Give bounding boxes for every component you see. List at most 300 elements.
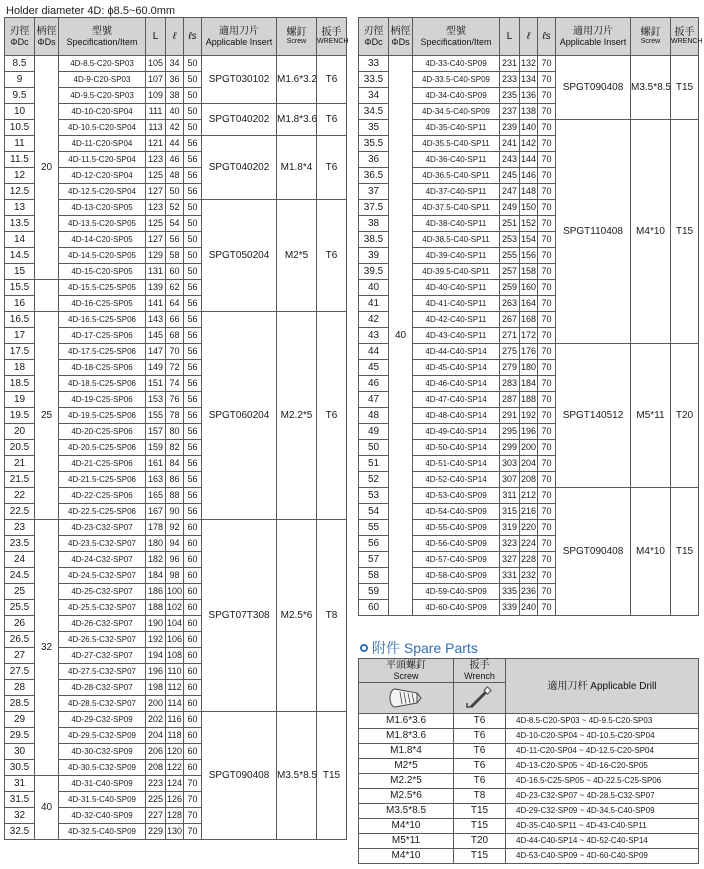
cell-spare-wrench: T6 xyxy=(454,744,506,759)
cell-lc: 74 xyxy=(166,376,184,392)
header-insert: 適用刀片 Applicable Insert xyxy=(556,18,631,56)
cell-l: 127 xyxy=(146,232,166,248)
cell-screw: M3.5*8.5 xyxy=(277,712,317,840)
cell-lc: 96 xyxy=(166,552,184,568)
cell-lc: 116 xyxy=(166,712,184,728)
cell-lc: 212 xyxy=(520,488,538,504)
cell-ls: 70 xyxy=(538,376,556,392)
cell-spec: 4D-49-C40-SP14 xyxy=(413,424,500,440)
cell-spec: 4D-48-C40-SP14 xyxy=(413,408,500,424)
cell-spec: 4D-28.5-C32-SP07 xyxy=(59,696,146,712)
cell-ls: 56 xyxy=(184,312,202,328)
cell-ls: 70 xyxy=(538,520,556,536)
cell-ls: 70 xyxy=(538,56,556,72)
cell-ls: 70 xyxy=(538,392,556,408)
cell-lc: 70 xyxy=(166,344,184,360)
cell-lc: 120 xyxy=(166,744,184,760)
cell-dc: 56 xyxy=(359,536,389,552)
cell-dc: 30 xyxy=(5,744,35,760)
cell-dc: 13 xyxy=(5,200,35,216)
cell-dc: 37 xyxy=(359,184,389,200)
cell-ls: 56 xyxy=(184,408,202,424)
cell-ls: 60 xyxy=(184,712,202,728)
cell-lc: 128 xyxy=(166,808,184,824)
cell-dc: 41 xyxy=(359,296,389,312)
cell-lc: 228 xyxy=(520,552,538,568)
cell-spec: 4D-45-C40-SP14 xyxy=(413,360,500,376)
cell-lc: 50 xyxy=(166,184,184,200)
cell-spec: 4D-23-C32-SP07 xyxy=(59,520,146,536)
cell-spec: 4D-37-C40-SP11 xyxy=(413,184,500,200)
cell-lc: 188 xyxy=(520,392,538,408)
cell-lc: 80 xyxy=(166,424,184,440)
cell-l: 295 xyxy=(500,424,520,440)
cell-ls: 50 xyxy=(184,216,202,232)
cell-lc: 72 xyxy=(166,360,184,376)
cell-dc: 33 xyxy=(359,56,389,72)
cell-dc: 60 xyxy=(359,600,389,616)
cell-ls: 60 xyxy=(184,616,202,632)
cell-dc: 24 xyxy=(5,552,35,568)
spare-parts-table xyxy=(358,658,699,864)
cell-l: 291 xyxy=(500,408,520,424)
cell-spec: 4D-36.5-C40-SP11 xyxy=(413,168,500,184)
cell-ls: 70 xyxy=(538,216,556,232)
cell-dc: 27 xyxy=(5,648,35,664)
cell-lc: 104 xyxy=(166,616,184,632)
cell-dc: 35 xyxy=(359,120,389,136)
cell-dc: 48 xyxy=(359,408,389,424)
cell-dc: 20.5 xyxy=(5,440,35,456)
cell-lc: 130 xyxy=(166,824,184,840)
cell-lc: 124 xyxy=(166,776,184,792)
header-wrench: 扳手 WRENCH xyxy=(317,18,347,56)
cell-l: 231 xyxy=(500,56,520,72)
cell-spare-wrench: T15 xyxy=(454,819,506,834)
cell-spec: 4D-10-C20-SP04 xyxy=(59,104,146,120)
cell-spec: 4D-52-C40-SP14 xyxy=(413,472,500,488)
header-wrench: 扳手 WRENCH xyxy=(671,18,699,56)
cell-dc: 21.5 xyxy=(5,472,35,488)
cell-dc: 39 xyxy=(359,248,389,264)
cell-dc: 10 xyxy=(5,104,35,120)
table-row xyxy=(5,520,347,536)
cell-ls: 70 xyxy=(184,792,202,808)
cell-l: 165 xyxy=(146,488,166,504)
cell-spec: 4D-12-C20-SP04 xyxy=(59,168,146,184)
cell-l: 186 xyxy=(146,584,166,600)
cell-spec: 4D-38-C40-SP11 xyxy=(413,216,500,232)
cell-lc: 240 xyxy=(520,600,538,616)
cell-dc: 45 xyxy=(359,360,389,376)
cell-ls: 70 xyxy=(538,472,556,488)
cell-wrench: T15 xyxy=(671,56,699,120)
cell-spec: 4D-8.5-C20-SP03 xyxy=(59,56,146,72)
cell-spec: 4D-42-C40-SP11 xyxy=(413,312,500,328)
cell-l: 225 xyxy=(146,792,166,808)
header-spec: 型號 Specification/Item xyxy=(59,18,146,56)
cell-spec: 4D-27-C32-SP07 xyxy=(59,648,146,664)
cell-ls: 56 xyxy=(184,504,202,520)
cell-ls: 60 xyxy=(184,680,202,696)
cell-ls: 60 xyxy=(184,760,202,776)
cell-ls: 50 xyxy=(184,264,202,280)
cell-ls: 60 xyxy=(184,696,202,712)
cell-lc: 110 xyxy=(166,664,184,680)
table-row xyxy=(5,56,347,72)
cell-lc: 156 xyxy=(520,248,538,264)
cell-dc: 37.5 xyxy=(359,200,389,216)
cell-ls: 70 xyxy=(538,312,556,328)
page-title: Holder diameter 4D: ϕ8.5~60.0mm xyxy=(6,5,176,17)
cell-l: 194 xyxy=(146,648,166,664)
cell-spare-drill: 4D-10-C20-SP04 ~ 4D-10.5-C20-SP04 xyxy=(506,729,699,744)
cell-dc: 46 xyxy=(359,376,389,392)
cell-spare-wrench: T8 xyxy=(454,789,506,804)
cell-spec: 4D-10.5-C20-SP04 xyxy=(59,120,146,136)
cell-dc: 38.5 xyxy=(359,232,389,248)
circle-bullet-icon xyxy=(360,644,368,652)
cell-lc: 236 xyxy=(520,584,538,600)
cell-dc: 19 xyxy=(5,392,35,408)
cell-lc: 180 xyxy=(520,360,538,376)
cell-ds: 20 xyxy=(35,56,59,280)
cell-l: 245 xyxy=(500,168,520,184)
cell-l: 178 xyxy=(146,520,166,536)
cell-l: 243 xyxy=(500,152,520,168)
cell-spare-wrench: T6 xyxy=(454,759,506,774)
cell-lc: 200 xyxy=(520,440,538,456)
cell-dc: 8.5 xyxy=(5,56,35,72)
cell-spec: 4D-59-C40-SP09 xyxy=(413,584,500,600)
cell-spec: 4D-11-C20-SP04 xyxy=(59,136,146,152)
cell-dc: 53 xyxy=(359,488,389,504)
cell-spare-screw: M2.5*6 xyxy=(359,789,454,804)
cell-lc: 88 xyxy=(166,488,184,504)
cell-l: 339 xyxy=(500,600,520,616)
cell-lc: 48 xyxy=(166,168,184,184)
cell-dc: 31.5 xyxy=(5,792,35,808)
cell-spec: 4D-56-C40-SP09 xyxy=(413,536,500,552)
cell-l: 259 xyxy=(500,280,520,296)
cell-spec: 4D-17-C25-SP06 xyxy=(59,328,146,344)
cell-spare-screw: M2.2*5 xyxy=(359,774,454,789)
cell-l: 167 xyxy=(146,504,166,520)
cell-lc: 76 xyxy=(166,392,184,408)
cell-spec: 4D-27.5-C32-SP07 xyxy=(59,664,146,680)
cell-dc: 16.5 xyxy=(5,312,35,328)
cell-ls: 56 xyxy=(184,296,202,312)
cell-lc: 36 xyxy=(166,72,184,88)
cell-l: 127 xyxy=(146,184,166,200)
cell-wrench: T6 xyxy=(317,104,347,136)
cell-lc: 126 xyxy=(166,792,184,808)
cell-ls: 50 xyxy=(184,72,202,88)
cell-lc: 172 xyxy=(520,328,538,344)
cell-ls: 70 xyxy=(184,776,202,792)
cell-dc: 22.5 xyxy=(5,504,35,520)
cell-insert: SPGT090408 xyxy=(556,56,631,120)
cell-ds: 32 xyxy=(35,520,59,776)
cell-spec: 4D-12.5-C20-SP04 xyxy=(59,184,146,200)
cell-ls: 60 xyxy=(184,600,202,616)
cell-wrench: T20 xyxy=(671,344,699,488)
cell-lc: 100 xyxy=(166,584,184,600)
cell-l: 155 xyxy=(146,408,166,424)
cell-dc: 10.5 xyxy=(5,120,35,136)
cell-insert: SPGT040202 xyxy=(202,104,277,136)
cell-ls: 50 xyxy=(184,248,202,264)
cell-l: 241 xyxy=(500,136,520,152)
cell-dc: 52 xyxy=(359,472,389,488)
cell-dc: 55 xyxy=(359,520,389,536)
spare-row xyxy=(359,744,699,759)
cell-dc: 14.5 xyxy=(5,248,35,264)
cell-dc: 31 xyxy=(5,776,35,792)
cell-l: 147 xyxy=(146,344,166,360)
cell-spec: 4D-21.5-C25-SP06 xyxy=(59,472,146,488)
cell-spare-wrench: T6 xyxy=(454,729,506,744)
cell-dc: 38 xyxy=(359,216,389,232)
cell-spec: 4D-26-C32-SP07 xyxy=(59,616,146,632)
cell-l: 184 xyxy=(146,568,166,584)
cell-l: 145 xyxy=(146,328,166,344)
cell-l: 303 xyxy=(500,456,520,472)
cell-l: 251 xyxy=(500,216,520,232)
cell-l: 159 xyxy=(146,440,166,456)
cell-dc: 17 xyxy=(5,328,35,344)
cell-screw: M4*10 xyxy=(631,120,671,344)
cell-l: 279 xyxy=(500,360,520,376)
cell-spec: 4D-22.5-C25-SP06 xyxy=(59,504,146,520)
cell-spec: 4D-23.5-C32-SP07 xyxy=(59,536,146,552)
cell-dc: 26.5 xyxy=(5,632,35,648)
cell-dc: 24.5 xyxy=(5,568,35,584)
spare-row xyxy=(359,774,699,789)
cell-dc: 12.5 xyxy=(5,184,35,200)
spare-row xyxy=(359,804,699,819)
cell-l: 182 xyxy=(146,552,166,568)
cell-l: 192 xyxy=(146,632,166,648)
cell-ls: 56 xyxy=(184,376,202,392)
cell-screw: M5*11 xyxy=(631,344,671,488)
cell-ls: 56 xyxy=(184,440,202,456)
cell-ls: 56 xyxy=(184,280,202,296)
cell-spec: 4D-24-C32-SP07 xyxy=(59,552,146,568)
cell-wrench: T8 xyxy=(317,520,347,712)
cell-dc: 11.5 xyxy=(5,152,35,168)
cell-spec: 4D-17.5-C25-SP06 xyxy=(59,344,146,360)
cell-dc: 32 xyxy=(5,808,35,824)
cell-insert: SPGT090408 xyxy=(202,712,277,840)
cell-ls: 70 xyxy=(538,184,556,200)
cell-ls: 70 xyxy=(538,488,556,504)
wrench-icon-cell xyxy=(454,683,506,714)
spec-table-right xyxy=(358,17,703,616)
cell-ls: 70 xyxy=(538,360,556,376)
cell-lc: 208 xyxy=(520,472,538,488)
cell-spec: 4D-9-C20-SP03 xyxy=(59,72,146,88)
cell-dc: 29.5 xyxy=(5,728,35,744)
cell-dc: 16 xyxy=(5,296,35,312)
cell-l: 223 xyxy=(146,776,166,792)
header-dc: 刃徑 ΦDc xyxy=(5,18,35,56)
cell-l: 331 xyxy=(500,568,520,584)
cell-ls: 70 xyxy=(538,232,556,248)
cell-ls: 56 xyxy=(184,456,202,472)
cell-l: 188 xyxy=(146,600,166,616)
cell-spec: 4D-39.5-C40-SP11 xyxy=(413,264,500,280)
cell-l: 129 xyxy=(146,248,166,264)
header-ls: ℓs xyxy=(184,18,202,56)
cell-ls: 70 xyxy=(538,280,556,296)
cell-spec: 4D-29.5-C32-SP09 xyxy=(59,728,146,744)
cell-l: 255 xyxy=(500,248,520,264)
cell-spec: 4D-20-C25-SP06 xyxy=(59,424,146,440)
cell-l: 299 xyxy=(500,440,520,456)
cell-lc: 160 xyxy=(520,280,538,296)
cell-spec: 4D-39-C40-SP11 xyxy=(413,248,500,264)
cell-ls: 50 xyxy=(184,56,202,72)
cell-insert: SPGT140512 xyxy=(556,344,631,488)
header-spec: 型號 Specification/Item xyxy=(413,18,500,56)
cell-lc: 176 xyxy=(520,344,538,360)
cell-spec: 4D-33-C40-SP09 xyxy=(413,56,500,72)
cell-spec: 4D-9.5-C20-SP03 xyxy=(59,88,146,104)
cell-lc: 58 xyxy=(166,248,184,264)
cell-wrench: T15 xyxy=(317,712,347,840)
cell-dc: 25.5 xyxy=(5,600,35,616)
cell-dc: 21 xyxy=(5,456,35,472)
cell-spec: 4D-33.5-C40-SP09 xyxy=(413,72,500,88)
cell-lc: 232 xyxy=(520,568,538,584)
cell-lc: 108 xyxy=(166,648,184,664)
cell-l: 229 xyxy=(146,824,166,840)
cell-l: 335 xyxy=(500,584,520,600)
cell-spare-wrench: T15 xyxy=(454,804,506,819)
cell-spec: 4D-28-C32-SP07 xyxy=(59,680,146,696)
cell-dc: 29 xyxy=(5,712,35,728)
cell-ls: 70 xyxy=(538,296,556,312)
cell-lc: 60 xyxy=(166,264,184,280)
cell-screw: M3.5*8.5 xyxy=(631,56,671,120)
cell-wrench: T6 xyxy=(317,200,347,312)
cell-spec: 4D-13-C20-SP05 xyxy=(59,200,146,216)
cell-lc: 148 xyxy=(520,184,538,200)
spare-parts-title xyxy=(360,640,478,656)
cell-dc: 57 xyxy=(359,552,389,568)
cell-l: 237 xyxy=(500,104,520,120)
cell-lc: 112 xyxy=(166,680,184,696)
cell-lc: 184 xyxy=(520,376,538,392)
cell-dc: 23.5 xyxy=(5,536,35,552)
screw-icon xyxy=(387,685,425,711)
cell-screw: M1.8*3.6 xyxy=(277,104,317,136)
cell-l: 113 xyxy=(146,120,166,136)
cell-ls: 60 xyxy=(184,632,202,648)
spare-row xyxy=(359,834,699,849)
cell-ls: 70 xyxy=(538,72,556,88)
cell-spec: 4D-53-C40-SP09 xyxy=(413,488,500,504)
cell-ls: 50 xyxy=(184,104,202,120)
cell-l: 125 xyxy=(146,216,166,232)
cell-dc: 28 xyxy=(5,680,35,696)
cell-spec: 4D-34-C40-SP09 xyxy=(413,88,500,104)
cell-spare-drill: 4D-29-C32-SP09 ~ 4D-34.5-C40-SP09 xyxy=(506,804,699,819)
cell-l: 267 xyxy=(500,312,520,328)
cell-dc: 51 xyxy=(359,456,389,472)
cell-ls: 70 xyxy=(538,264,556,280)
table-body xyxy=(359,56,699,616)
cell-ls: 56 xyxy=(184,392,202,408)
header-spare-wrench: 扳手 Wrench xyxy=(454,659,506,683)
cell-l: 198 xyxy=(146,680,166,696)
cell-spec: 4D-16.5-C25-SP06 xyxy=(59,312,146,328)
header-lc: ℓ xyxy=(166,18,184,56)
cell-lc: 192 xyxy=(520,408,538,424)
cell-ls: 70 xyxy=(538,248,556,264)
cell-spec: 4D-25-C32-SP07 xyxy=(59,584,146,600)
header-insert: 適用刀片 Applicable Insert xyxy=(202,18,277,56)
cell-lc: 46 xyxy=(166,152,184,168)
header-ds: 柄徑 ΦDs xyxy=(389,18,413,56)
header-screw: 螺釘 Screw xyxy=(631,18,671,56)
cell-l: 319 xyxy=(500,520,520,536)
cell-insert: SPGT07T308 xyxy=(202,520,277,712)
cell-ls: 70 xyxy=(538,456,556,472)
cell-spec: 4D-46-C40-SP14 xyxy=(413,376,500,392)
cell-ls: 56 xyxy=(184,184,202,200)
cell-l: 239 xyxy=(500,120,520,136)
cell-dc: 27.5 xyxy=(5,664,35,680)
cell-dc: 25 xyxy=(5,584,35,600)
cell-dc: 26 xyxy=(5,616,35,632)
cell-ls: 70 xyxy=(538,152,556,168)
cell-ls: 70 xyxy=(538,600,556,616)
cell-lc: 92 xyxy=(166,520,184,536)
cell-l: 307 xyxy=(500,472,520,488)
cell-spec: 4D-37.5-C40-SP11 xyxy=(413,200,500,216)
wrench-icon xyxy=(465,685,495,711)
cell-lc: 134 xyxy=(520,72,538,88)
cell-lc: 102 xyxy=(166,600,184,616)
cell-l: 247 xyxy=(500,184,520,200)
cell-lc: 86 xyxy=(166,472,184,488)
cell-dc: 39.5 xyxy=(359,264,389,280)
cell-lc: 62 xyxy=(166,280,184,296)
cell-spec: 4D-18.5-C25-SP06 xyxy=(59,376,146,392)
cell-lc: 84 xyxy=(166,456,184,472)
header-spare-screw: 平頭螺釘 Screw xyxy=(359,659,454,683)
cell-screw: M1.6*3.2 xyxy=(277,56,317,104)
cell-lc: 144 xyxy=(520,152,538,168)
cell-ls: 70 xyxy=(538,120,556,136)
cell-l: 271 xyxy=(500,328,520,344)
cell-spec: 4D-40-C40-SP11 xyxy=(413,280,500,296)
cell-l: 125 xyxy=(146,168,166,184)
cell-spec: 4D-47-C40-SP14 xyxy=(413,392,500,408)
cell-spec: 4D-55-C40-SP09 xyxy=(413,520,500,536)
cell-dc: 30.5 xyxy=(5,760,35,776)
cell-dc: 47 xyxy=(359,392,389,408)
cell-spare-screw: M1.8*4 xyxy=(359,744,454,759)
cell-dc: 50 xyxy=(359,440,389,456)
cell-l: 263 xyxy=(500,296,520,312)
cell-l: 139 xyxy=(146,280,166,296)
cell-l: 149 xyxy=(146,360,166,376)
cell-lc: 34 xyxy=(166,56,184,72)
cell-insert: SPGT060204 xyxy=(202,312,277,520)
